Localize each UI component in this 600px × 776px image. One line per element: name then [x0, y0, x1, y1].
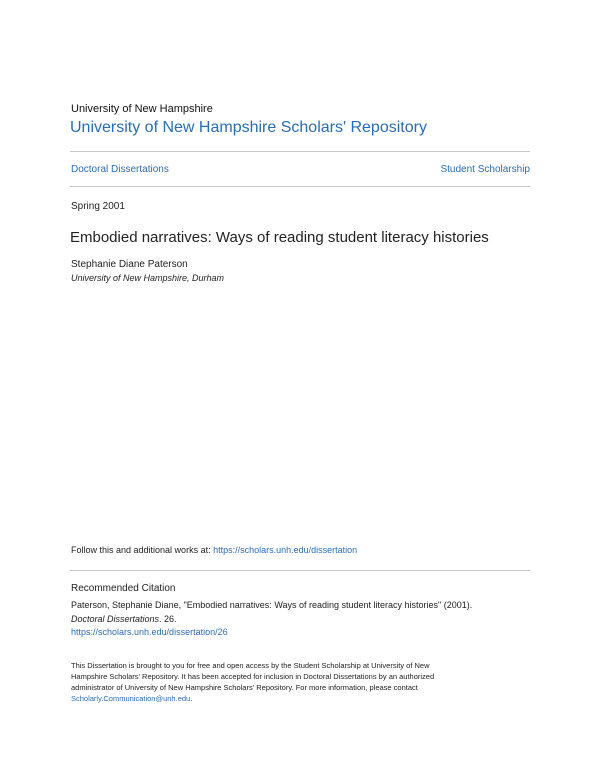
publication-date: Spring 2001 [71, 201, 125, 212]
notice-line [71, 693, 531, 704]
contact-email-link[interactable]: Scholarly.Communication@unh.edu [71, 694, 191, 703]
citation-series-line [71, 613, 531, 627]
notice-line: Hampshire Scholars' Repository. It has been accepted for inclusion in Doctoral Dissertations by an authorized [71, 672, 435, 681]
citation-series: Doctoral Dissertations [71, 613, 160, 624]
collection-link-student-scholarship[interactable]: Student Scholarship [440, 164, 530, 175]
citation-block [71, 599, 531, 640]
follow-text: Follow this and additional works at: [71, 545, 214, 555]
author-affiliation: University of New Hampshire, Durham [71, 273, 225, 283]
repository-link[interactable]: University of New Hampshire Scholars' Repository [70, 119, 427, 136]
divider [70, 151, 530, 152]
author-name: Stephanie Diane Paterson [71, 259, 188, 270]
citation-number: . 26. [159, 613, 177, 624]
collection-link-doctoral-dissertations[interactable]: Doctoral Dissertations [71, 164, 169, 175]
citation-url-link[interactable]: https://scholars.unh.edu/dissertation/26 [71, 627, 228, 637]
divider [70, 186, 530, 187]
follow-url-link[interactable]: https://scholars.unh.edu/dissertation [213, 545, 358, 555]
notice-line: This Dissertation is brought to you for free and open access by the Student Scholarship at University of New [71, 661, 430, 670]
institution-name: University of New Hampshire [71, 103, 213, 115]
access-notice [71, 660, 531, 704]
citation-text: Paterson, Stephanie Diane, "Embodied narratives: Ways of reading student literacy histories" (2001). [71, 600, 473, 610]
notice-end: . [190, 694, 193, 703]
document-title: Embodied narratives: Ways of reading student literacy histories [70, 229, 489, 246]
notice-line: administrator of University of New Hampshire Scholars' Repository. For more information, please contact [71, 683, 418, 692]
citation-heading: Recommended Citation [71, 583, 176, 594]
divider [70, 570, 530, 571]
follow-line [71, 545, 357, 555]
